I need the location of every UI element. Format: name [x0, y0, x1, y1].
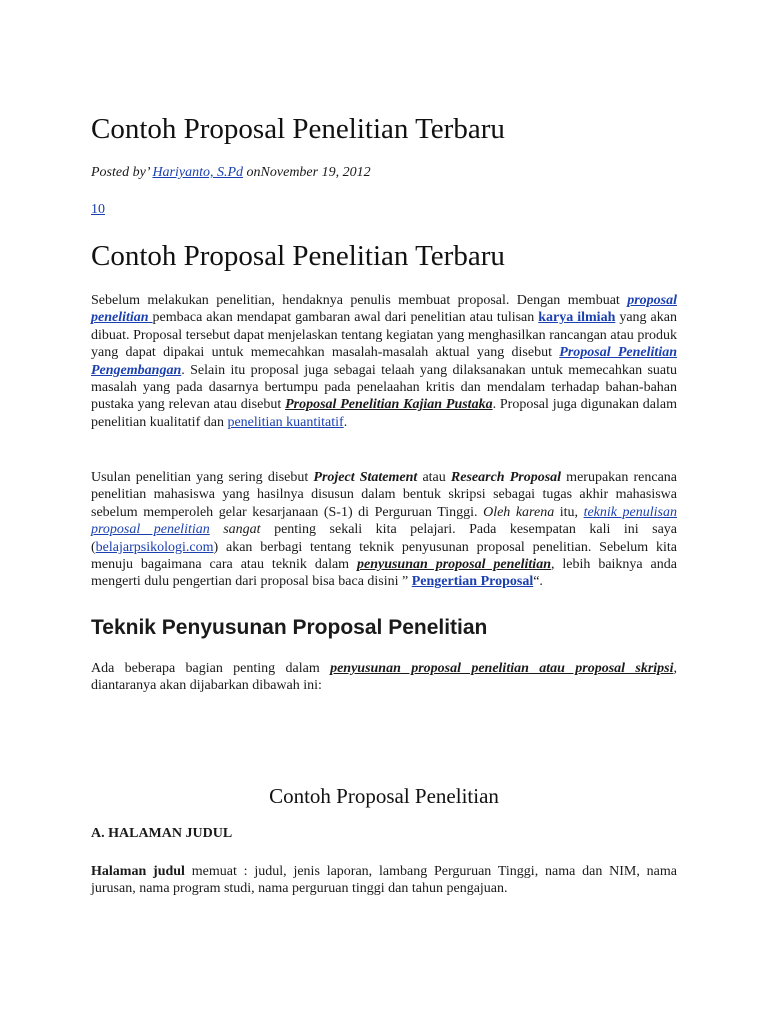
text: “.	[533, 574, 543, 590]
link-penelitian-kuantitatif[interactable]: penelitian kuantitatif	[227, 414, 344, 430]
text: penting sekali kita pelajari. Pada kesempatan kali ini saya (	[91, 522, 677, 555]
emphasis-halaman-judul: Halaman judul	[91, 864, 185, 879]
text: atau	[417, 470, 451, 485]
link-belajarpsikologi[interactable]: belajarpsikologi.com	[95, 539, 214, 555]
emphasis-kajian-pustaka: Proposal Penelitian Kajian Pustaka	[285, 397, 493, 413]
post-meta	[91, 165, 371, 181]
text: pembaca akan mendapat gambaran awal dari penelitian atau tulisan	[152, 310, 539, 326]
emphasis-penyusunan: penyusunan proposal penelitian	[356, 557, 551, 573]
text: Ada beberapa bagian penting dalam	[91, 661, 331, 676]
subheading-halaman-judul: A. HALAMAN JUDUL	[91, 826, 233, 841]
emphasis-research-proposal: Research Proposal	[450, 470, 562, 485]
emphasis-penyusunan-skripsi: penyusunan proposal penelitian atau proposal skripsi	[330, 661, 674, 676]
text: Usulan penelitian yang sering disebut	[91, 470, 314, 485]
text: .	[343, 414, 348, 430]
paragraph-usulan	[91, 469, 677, 591]
text: ) akan berbagi tentang teknik penyusunan proposal penelitian. Sebelum kita menuju bagaimana cara atau teknik dalam	[91, 539, 677, 573]
section-heading: Teknik Penyusunan Proposal Penelitian	[91, 616, 488, 639]
author-link[interactable]: Hariyanto, S.Pd	[152, 165, 244, 180]
link-proposal-penelitian[interactable]: proposal penelitian	[91, 293, 677, 326]
text: . Proposal juga digunakan dalam penelitian kualitatif dan	[91, 397, 677, 430]
paragraph-halaman-judul	[91, 863, 677, 898]
text: merupakan rencana penelitian mahasiswa yang hasilnya disusun dalam bentuk skripsi sebagai tugas akhir mahasiswa sebelum memperoleh gelar kesarjanaan (S-1) di Perguruan Tinggi.	[91, 470, 678, 520]
comment-count-link[interactable]: 10	[91, 202, 105, 217]
post-title: Contoh Proposal Penelitian Terbaru	[91, 113, 505, 145]
emphasis-project-statement: Project Statement	[313, 470, 418, 485]
article-title: Contoh Proposal Penelitian Terbaru	[91, 240, 505, 272]
link-teknik-penulisan[interactable]: teknik penulisan proposal penelitian	[91, 504, 677, 538]
post-date: November 19, 2012	[260, 165, 371, 180]
link-karya-ilmiah[interactable]: karya ilmiah	[538, 310, 616, 326]
meta-on: on	[243, 165, 261, 180]
text: , lebih baiknya anda mengerti dulu pengertian dari proposal bisa baca disini ”	[91, 557, 677, 590]
link-proposal-pengembangan[interactable]: Proposal Penelitian Pengembangan	[91, 345, 677, 378]
text: memuat : judul, jenis laporan, lambang Perguruan Tinggi, nama dan NIM, nama jurusan, nama program studi, nama perguruan tinggi dan tahun pengajuan.	[91, 864, 677, 897]
emphasis-text: sangat	[209, 522, 261, 538]
link-pengertian-proposal[interactable]: Pengertian Proposal	[411, 574, 534, 590]
example-heading: Contoh Proposal Penelitian	[269, 784, 499, 808]
text: , diantaranya akan dijabarkan dibawah ini:	[91, 661, 677, 694]
text: . Selain itu proposal juga sebagai telaah yang dilaksanakan untuk memecahkan suatu masalah yang pada dasarnya bertumpu pada penelaahan kritis dan mendalam terhadap bahan-bahan pustaka yang relevan atau disebut	[91, 362, 677, 413]
paragraph-section	[91, 660, 677, 695]
meta-prefix: Posted by’	[91, 165, 153, 180]
text: yang akan dibuat. Proposal tersebut dapat menjelaskan tentang kegiatan yang menghasilkan rancangan atau produk yang dapat dipakai untuk memecahkan masalah-masalah aktual yang disebut	[91, 310, 677, 361]
paragraph-intro	[91, 292, 677, 431]
text: Sebelum melakukan penelitian, hendaknya penulis membuat proposal. Dengan membuat	[91, 293, 628, 308]
text: itu,	[554, 504, 584, 520]
emphasis-text: Oleh karena	[483, 504, 555, 520]
